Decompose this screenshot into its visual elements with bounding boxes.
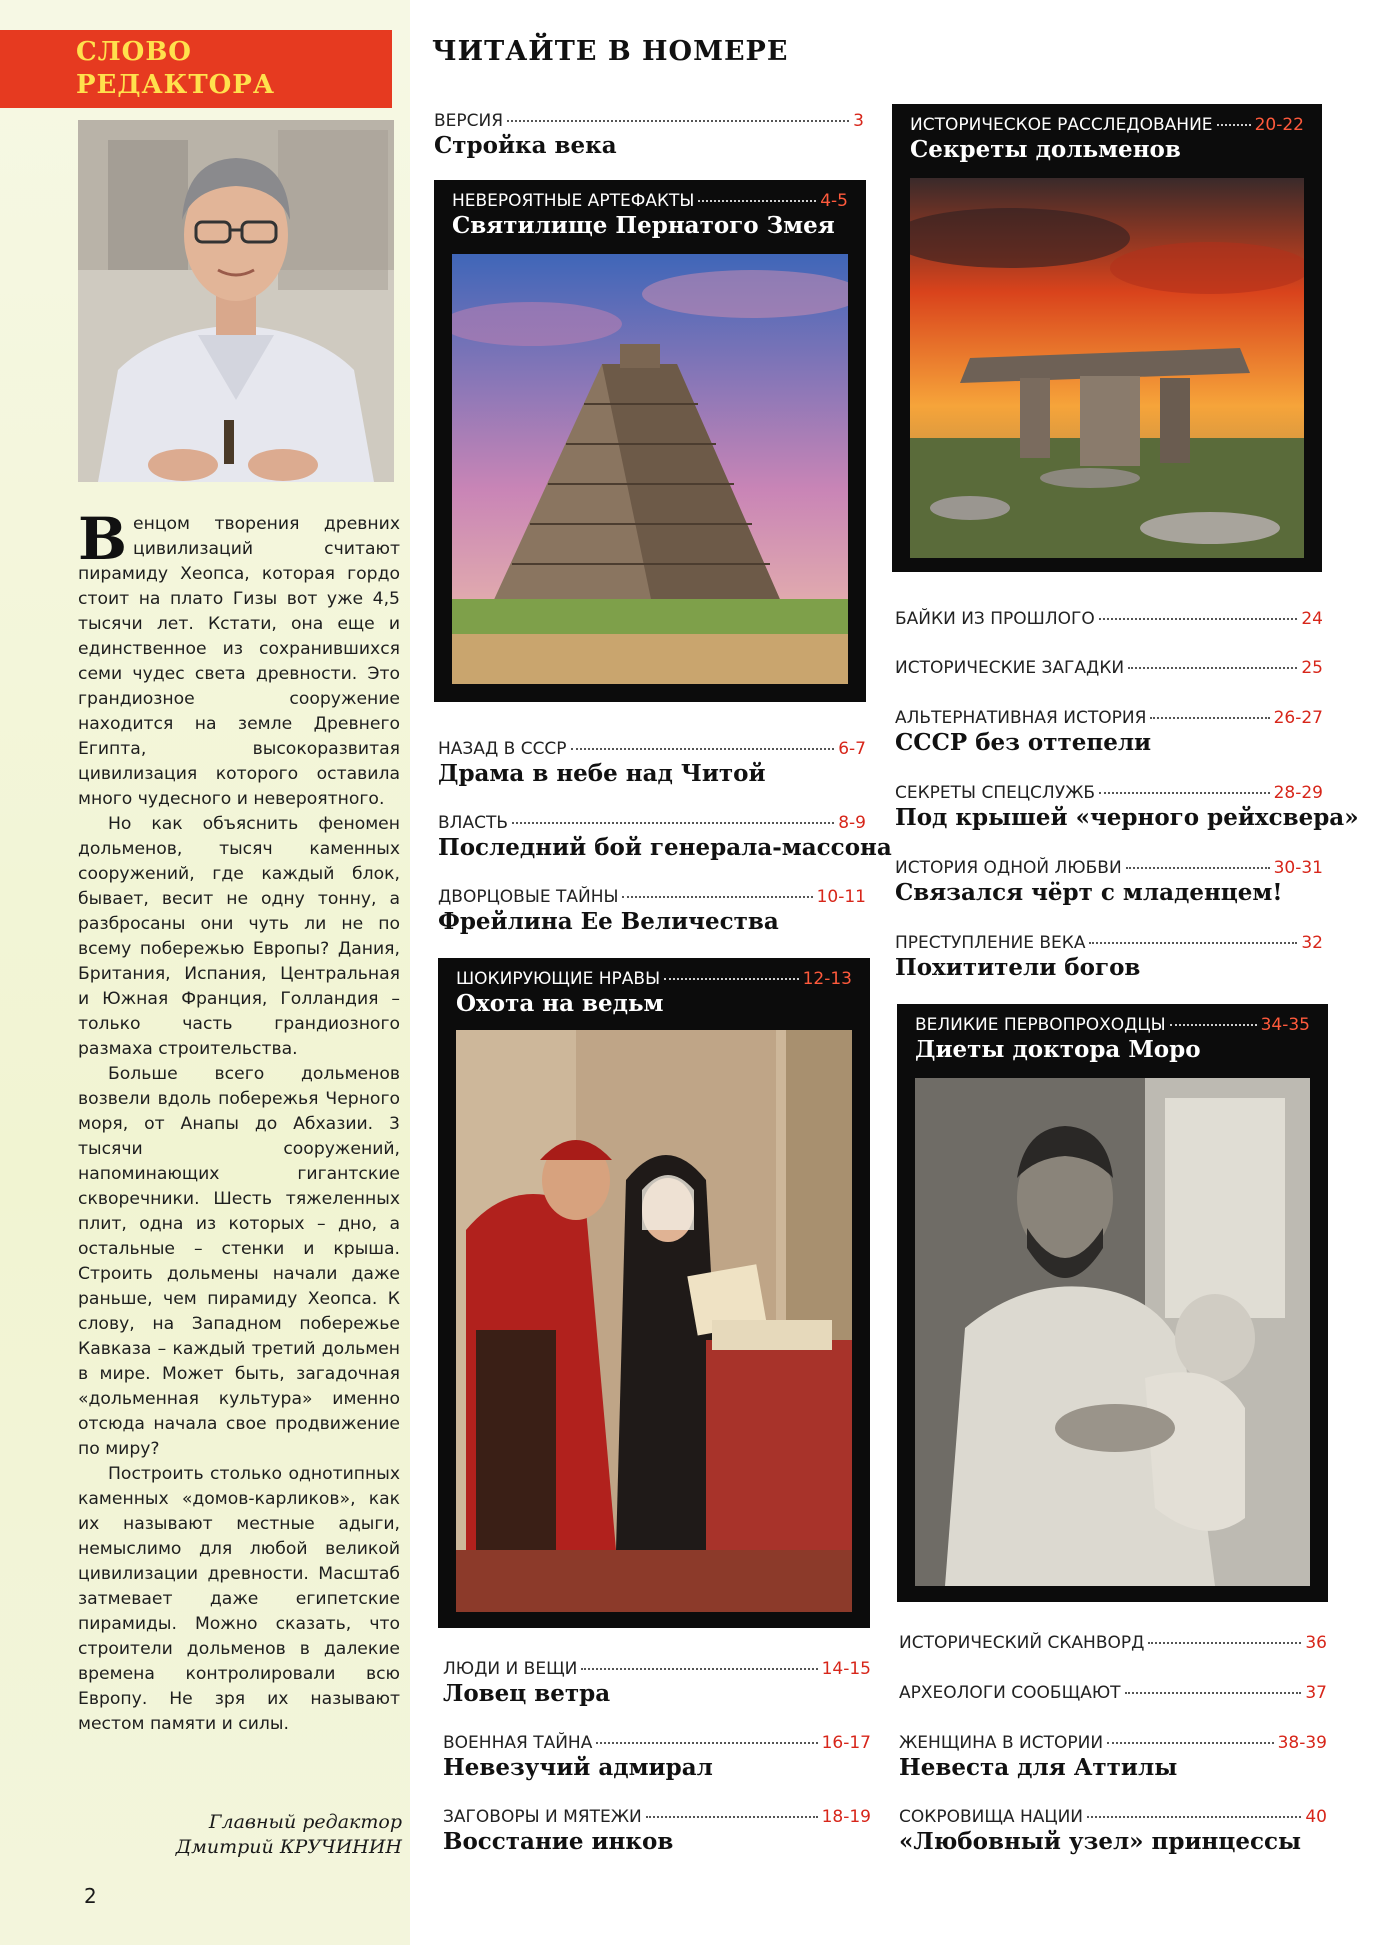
toc-entry-arheologi[interactable] (899, 1682, 1327, 1704)
toc-entry-skanvord[interactable] (899, 1632, 1327, 1654)
toc-pages: 40 (1305, 1807, 1327, 1827)
toc-entry-prestuplenie[interactable] (895, 932, 1323, 982)
editorial-text (78, 505, 400, 1737)
toc-entry-versiya[interactable] (434, 110, 864, 160)
leader-dots (664, 978, 799, 980)
toc-feature-dolmens[interactable] (892, 104, 1322, 572)
toc-entry-alternativnaya[interactable] (895, 707, 1323, 757)
dolmen-image (910, 178, 1304, 558)
toc-pages: 3 (853, 111, 864, 131)
toc-title-text: Стройка века (434, 132, 617, 159)
toc-rubric: ЗАГОВОРЫ И МЯТЕЖИ (443, 1807, 642, 1827)
leader-dots (1089, 942, 1297, 944)
toc-rubric: ИСТОРИЧЕСКИЕ ЗАГАДКИ (895, 658, 1125, 678)
toc-rubric: БАЙКИ ИЗ ПРОШЛОГО (895, 609, 1095, 629)
section-title-line2: РЕДАКТОРА (76, 70, 276, 100)
toc-title-text: «Любовный узел» принцессы (899, 1828, 1302, 1855)
toc-rubric: ИСТОРИЧЕСКОЕ РАССЛЕДОВАНИЕ (910, 115, 1213, 135)
toc-rubric: ДВОРЦОВЫЕ ТАЙНЫ (438, 887, 619, 907)
toc-entry-zagadki[interactable] (895, 657, 1323, 679)
toc-title-text: СССР без оттепели (895, 729, 1152, 756)
toc-rubric: АРХЕОЛОГИ СООБЩАЮТ (899, 1683, 1121, 1703)
drop-cap: В (78, 505, 128, 573)
toc-entry-voennaya-taina[interactable] (443, 1732, 871, 1782)
page-number: 2 (84, 1884, 97, 1908)
leader-dots (512, 822, 834, 824)
editorial-paragraph: Построить столько однотипных каменных «домов-карликов», как их называют местные адыги, немыслимо для любой великой цивилизации древности. Масштаб затмевает даже египетские пирамиды. Можно сказать, что строители дольменов в далекие времена контролировали всю Европу. Не зря их называют местом памяти и силы. (78, 1464, 400, 1734)
leader-dots (622, 896, 812, 898)
leader-dots (1107, 1742, 1274, 1744)
leader-dots (581, 1668, 817, 1670)
toc-pages: 24 (1301, 609, 1323, 629)
leader-dots (1217, 124, 1251, 126)
toc-pages: 10-11 (816, 887, 866, 907)
toc-pages: 32 (1301, 933, 1323, 953)
toc-rubric: ШОКИРУЮЩИЕ НРАВЫ (456, 969, 661, 989)
toc-rubric: ЖЕНЩИНА В ИСТОРИИ (899, 1733, 1104, 1753)
toc-feature-pyramid[interactable] (434, 180, 866, 702)
signature-role: Главный редактор (208, 1811, 402, 1833)
editorial-paragraph: Больше всего дольменов возвели вдоль побережья Черного моря, от Анапы до Абхазии. 3 тысячи сооружений, напоминающих гигантские скворечники. Шесть тяжеленных плит, одна из которых – дно, а остальные – стенки и крыша. Строить дольмены начали даже раньше, чем пирамиду Хеопса. К слову, на Западном побережье Кавказа – каждый третий дольмен в мире. Может быть, загадочная «дольменная культура» именно отсюда начала свое продвижение по миру? (78, 1064, 400, 1459)
editorial-paragraph: Но как объяснить феномен дольменов, тысяч каменных сооружений, где каждый блок, бывает, весит не одну тонну, а разбросаны они чуть ли не по всему побережью Европы? Дания, Британия, Испания, Центральная и Южная Франция, Голландия – только часть грандиозного размаха строительства. (78, 814, 400, 1059)
toc-rubric: ВЕЛИКИЕ ПЕРВОПРОХОДЦЫ (915, 1015, 1166, 1035)
leader-dots (1148, 1642, 1301, 1644)
toc-rubric: СОКРОВИЩА НАЦИИ (899, 1807, 1084, 1827)
toc-title-text: Похитители богов (895, 954, 1141, 981)
toc-entry-sokrovishcha[interactable] (899, 1806, 1327, 1856)
signature-name: Дмитрий КРУЧИНИН (175, 1836, 402, 1858)
toc-pages: 14-15 (821, 1659, 871, 1679)
toc-entry-zagovory[interactable] (443, 1806, 871, 1856)
editorial-paragraph-text: енцом творения древних цивилизаций считают пирамиду Хеопса, которая гордо стоит на плато Гизы вот уже 4,5 тысячи лет. Кстати, она еще и единственное из сохранившихся семи чудес света древности. Это грандиозное сооружение находится на земле Древнего Египта, высокоразвитая цивилизация которого оставила много чудесного и невероятного. (78, 514, 400, 809)
toc-feature-doctor-moro[interactable] (897, 1004, 1328, 1602)
toc-rubric: ПРЕСТУПЛЕНИЕ ВЕКА (895, 933, 1086, 953)
toc-title-text: Охота на ведьм (456, 990, 664, 1017)
toc-entry-specsluzhby[interactable] (895, 782, 1359, 832)
pyramid-image (452, 254, 848, 684)
leader-dots (571, 748, 835, 750)
toc-pages: 34-35 (1260, 1015, 1310, 1035)
toc-title-text: Диеты доктора Моро (915, 1036, 1201, 1063)
section-title-line1: СЛОВО (76, 37, 192, 67)
toc-entry-lyubov[interactable] (895, 857, 1323, 907)
toc-entry-baiki[interactable] (895, 608, 1323, 630)
leader-dots (1126, 867, 1270, 869)
editorial-paragraph (78, 505, 400, 812)
editor-photo (78, 120, 394, 482)
leader-dots (507, 120, 849, 122)
toc-rubric: ИСТОРИЧЕСКИЙ СКАНВОРД (899, 1633, 1145, 1653)
toc-title-text: Секреты дольменов (910, 136, 1181, 163)
leader-dots (1125, 1692, 1302, 1694)
leader-dots (698, 200, 816, 202)
toc-title-text: Святилище Пернатого Змея (452, 212, 835, 239)
leader-dots (1087, 1816, 1301, 1818)
toc-pages: 18-19 (821, 1807, 871, 1827)
leader-dots (646, 1816, 818, 1818)
toc-title-text: Связался чёрт с младенцем! (895, 879, 1283, 906)
doctor-moro-photo (915, 1078, 1310, 1586)
witch-hunt-painting (456, 1030, 852, 1612)
toc-pages: 4-5 (820, 191, 848, 211)
toc-pages: 36 (1305, 1633, 1327, 1653)
toc-pages: 6-7 (838, 739, 866, 759)
toc-entry-nazad-v-sssr[interactable] (438, 738, 866, 788)
leader-dots (1128, 667, 1297, 669)
leader-dots (1099, 618, 1298, 620)
leader-dots (1170, 1024, 1257, 1026)
toc-title-text: Ловец ветра (443, 1680, 611, 1707)
toc-title-text: Под крышей «черного рейхсвера» (895, 804, 1359, 831)
toc-title-text: Драма в небе над Читой (438, 760, 766, 787)
toc-rubric: СЕКРЕТЫ СПЕЦСЛУЖБ (895, 783, 1096, 803)
toc-entry-dvorcovye-tainy[interactable] (438, 886, 866, 936)
toc-pages: 38-39 (1277, 1733, 1327, 1753)
toc-rubric: ВЕРСИЯ (434, 111, 504, 131)
toc-rubric: ЛЮДИ И ВЕЩИ (443, 1659, 578, 1679)
toc-pages: 25 (1301, 658, 1323, 678)
toc-entry-vlast[interactable] (438, 812, 892, 862)
toc-pages: 37 (1305, 1683, 1327, 1703)
section-title (76, 36, 275, 102)
toc-pages: 26-27 (1273, 708, 1323, 728)
toc-rubric: ВЛАСТЬ (438, 813, 508, 833)
toc-rubric: ВОЕННАЯ ТАЙНА (443, 1733, 593, 1753)
toc-pages: 12-13 (802, 969, 852, 989)
leader-dots (596, 1742, 817, 1744)
editor-signature (110, 1810, 402, 1860)
leader-dots (1099, 792, 1270, 794)
leader-dots (1150, 717, 1269, 719)
toc-pages: 28-29 (1273, 783, 1323, 803)
toc-entry-lyudi-i-veshchi[interactable] (443, 1658, 871, 1708)
toc-entry-zhenshchina[interactable] (899, 1732, 1327, 1782)
toc-rubric: НЕВЕРОЯТНЫЕ АРТЕФАКТЫ (452, 191, 695, 211)
toc-rubric: ИСТОРИЯ ОДНОЙ ЛЮБВИ (895, 858, 1122, 878)
toc-title-text: Невеста для Аттилы (899, 1754, 1178, 1781)
toc-title-text: Восстание инков (443, 1828, 674, 1855)
toc-pages: 8-9 (838, 813, 866, 833)
toc-rubric: НАЗАД В СССР (438, 739, 567, 759)
toc-feature-witch-hunt[interactable] (438, 958, 870, 1628)
toc-title-text: Последний бой генерала-массона (438, 834, 892, 861)
toc-rubric: АЛЬТЕРНАТИВНАЯ ИСТОРИЯ (895, 708, 1147, 728)
toc-title: ЧИТАЙТЕ В НОМЕРЕ (432, 36, 789, 67)
toc-pages: 20-22 (1254, 115, 1304, 135)
toc-title-text: Невезучий адмирал (443, 1754, 713, 1781)
toc-pages: 30-31 (1273, 858, 1323, 878)
toc-title-text: Фрейлина Ее Величества (438, 908, 779, 935)
toc-pages: 16-17 (821, 1733, 871, 1753)
